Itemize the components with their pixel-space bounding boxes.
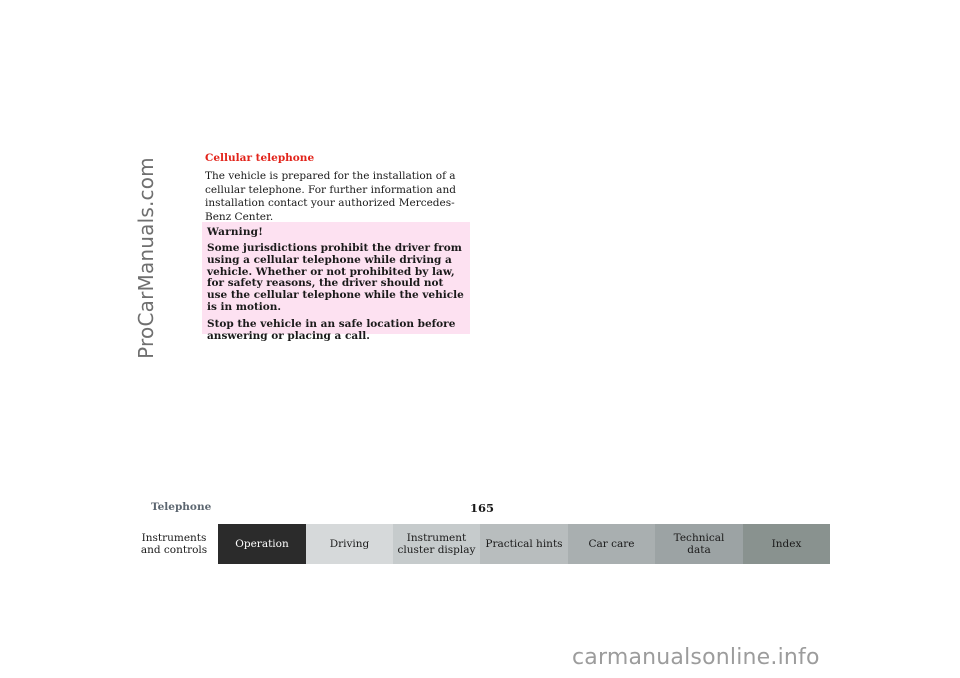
warning-paragraph: Stop the vehicle in an safe location before answering or placing a call.: [207, 317, 456, 342]
tab-instruments-and-controls[interactable]: Instruments and controls: [130, 524, 218, 564]
tab-driving[interactable]: Driving: [306, 524, 393, 564]
main-content: [205, 152, 467, 224]
warning-title: Warning!: [207, 226, 264, 238]
tab-operation[interactable]: Operation: [218, 524, 306, 564]
tab-technical-data[interactable]: Technical data: [655, 524, 743, 564]
bottom-watermark: carmanualsonline.info: [572, 645, 820, 670]
tab-practical-hints[interactable]: Practical hints: [480, 524, 568, 564]
section-heading: Cellular telephone: [205, 152, 315, 164]
tab-index[interactable]: Index: [743, 524, 830, 564]
tab-car-care[interactable]: Car care: [568, 524, 655, 564]
tab-instrument-cluster-display[interactable]: Instrument cluster display: [393, 524, 480, 564]
warning-box: [202, 222, 470, 342]
intro-paragraph: The vehicle is prepared for the installation of a cellular telephone. For further information and installation contact your authorized Mercedes-Benz Center.: [205, 170, 456, 223]
footer-section-name: Telephone: [151, 501, 212, 513]
chapter-tabs: [130, 524, 830, 564]
warning-paragraph: Some jurisdictions prohibit the driver from using a cellular telephone while driving a vehicle. Whether or not prohibited by law, for safety reasons, the driver should not use the cellular telephone while the vehicle is in motion.: [207, 242, 464, 313]
page-number: 165: [470, 501, 495, 515]
side-watermark-text: ProCarManuals.com: [134, 157, 158, 359]
